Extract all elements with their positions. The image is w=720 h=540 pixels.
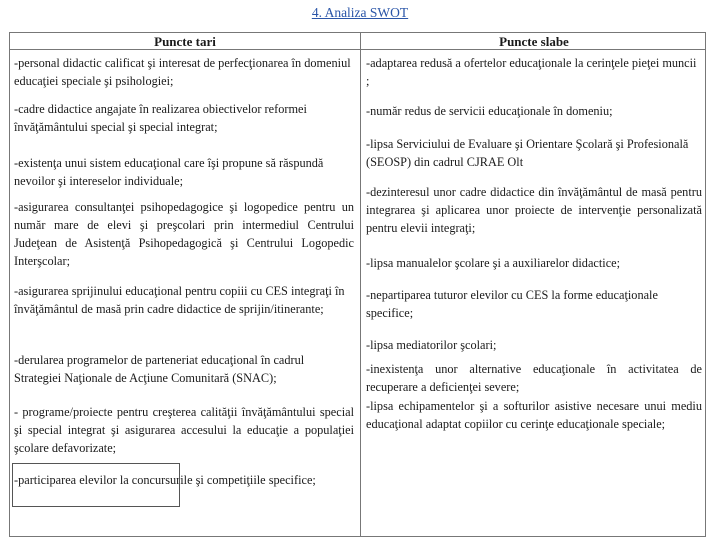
strengths-header: Puncte tari <box>154 34 216 49</box>
swot-table <box>9 32 706 537</box>
weakness-item: -lipsa manualelor şcolare şi a auxiliarelor didactice; <box>366 256 621 270</box>
strength-item: -asigurarea consultanţei psihopedagogice şi logopedice pentru un număr mare de elevi şi preşcolari prin intermediul Centrului Judeţean de Asistenţă Psihopedagogică şi Centrului Logopedic Interşcolar; <box>14 200 354 268</box>
strength-item: -participarea elevilor la concursurile şi competiţiile specifice; <box>14 473 316 487</box>
strength-item: -existenţa unui sistem educaţional care îşi propune să răspundă nevoilor şi intereselor individuale; <box>14 156 324 188</box>
strength-item: -cadre didactice angajate în realizarea obiectivelor reformei învăţământului special şi special integrat; <box>14 102 307 134</box>
weakness-item: -dezinteresul unor cadre didactice din învăţământul de masă pentru integrarea şi aplicarea unor proiecte de intervenţie personalizată pentru elevii integraţi; <box>366 185 702 235</box>
weakness-item: -adaptarea redusă a ofertelor educaţionale la cerinţele pieţei muncii ; <box>366 56 697 88</box>
weakness-item: -lipsa mediatorilor şcolari; <box>366 338 497 352</box>
strength-item: - programe/proiecte pentru creşterea calităţii învăţământului special şi special integrat şi asigurarea accesului la educaţie a populaţiei şcolare defavorizate; <box>14 405 354 455</box>
weakness-item: -lipsa Serviciului de Evaluare şi Orientare Şcolară şi Profesională (SEOSP) din cadrul CJRAE Olt <box>366 137 689 169</box>
strength-item: -personal didactic calificat şi interesat de perfecţionarea în domeniul educaţiei speciale şi psihologiei; <box>14 56 351 88</box>
weakness-item: -număr redus de servicii educaţionale în domeniu; <box>366 104 613 118</box>
weaknesses-header: Puncte slabe <box>499 34 569 49</box>
page-title: 4. Analiza SWOT <box>311 5 409 20</box>
weakness-item: -lipsa echipamentelor şi a softurilor asistive necesare unui mediu educaţional adaptat copiilor cu cerinţe educaţionale speciale; <box>366 399 702 431</box>
column-divider <box>360 33 361 536</box>
strength-item: -asigurarea sprijinului educaţional pentru copiii cu CES integraţi în învăţământul de masă prin cadre didactice de sprijin/itinerante; <box>14 284 345 316</box>
weakness-item: -inexistenţa unor alternative educaţionale în activitatea de recuperare a deficienţei severe; <box>366 362 702 394</box>
strength-item: -derularea programelor de parteneriat educaţional în cadrul Strategiei Naţionale de Acţiune Comunitară (SNAC); <box>14 353 305 385</box>
annotation-box <box>12 463 180 507</box>
weakness-item: -nepartiparea tuturor elevilor cu CES la forme educaţionale specifice; <box>366 288 658 320</box>
